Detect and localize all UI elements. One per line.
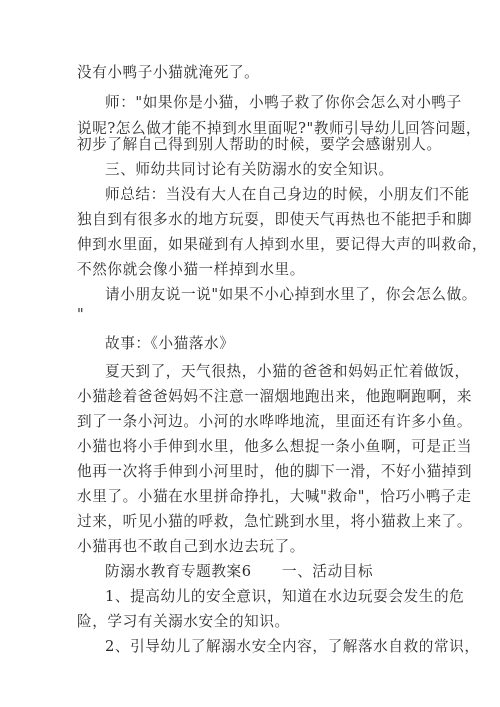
text-line: 夏天到了，天气很热，小猫的爸爸和妈妈正忙着做饭，: [105, 363, 470, 380]
text-line: 他再一次将手伸到小河里时，他的脚下一滑，不好小猫掉到: [77, 463, 473, 480]
section-heading: 三、师幼共同讨论有关防溺水的安全知识。: [105, 161, 394, 178]
text-line: 1、提高幼儿的安全意识，知道在水边玩耍会发生的危: [105, 588, 465, 605]
text-line: 说呢?怎么做才能不掉到水里面呢?"教师引导幼儿回答问题，: [77, 120, 482, 137]
text-line: 初步了解自己得到别人帮助的时候，要学会感谢别人。: [77, 136, 442, 153]
text-line: 小猫也将小手伸到水里，他多么想捉一条小鱼啊，可是正当: [77, 438, 473, 455]
text-line: 小猫趁着爸爸妈妈不注意一溜烟地跑出来，他跑啊跑啊，来: [77, 388, 473, 405]
text-line: 师："如果你是小猫，小鸭子救了你你会怎么对小鸭子: [105, 94, 462, 111]
section-heading: 防溺水教育专题教案6 一、活动目标: [105, 563, 374, 580]
text-line: 险，学习有关溺水安全的知识。: [77, 613, 290, 630]
text-line: 小猫再也不敢自己到水边去玩了。: [77, 538, 305, 555]
text-line: 师总结：当没有大人在自己身边的时候，小朋友们不能: [105, 186, 470, 203]
text-line: 伸到水里面，如果碰到有人掉到水里，要记得大声的叫救命，: [77, 236, 488, 253]
text-line: 没有小鸭子小猫就淹死了。: [77, 64, 260, 81]
text-line: 过来，听见小猫的呼救，急忙跳到水里，将小猫救上来了。: [77, 513, 473, 530]
text-line: 2、引导幼儿了解溺水安全内容，了解落水自救的常识，: [105, 638, 480, 655]
text-line: 独自到有很多水的地方玩耍，即使天气再热也不能把手和脚: [77, 211, 473, 228]
story-title: 故事：《小猫落水》: [105, 335, 235, 352]
text-line: 水里了。小猫在水里拼命挣扎，大喊"救命"，恰巧小鸭子走: [77, 488, 472, 505]
text-line: 不然你就会像小猫一样掉到水里。: [77, 261, 305, 278]
text-line: ": [77, 306, 85, 323]
text-line: 到了一条小河边。小河的水哗哗地流，里面还有许多小鱼。: [77, 413, 473, 430]
text-line: 请小朋友说一说"如果不小心掉到水里了，你会怎么做。: [105, 286, 477, 303]
